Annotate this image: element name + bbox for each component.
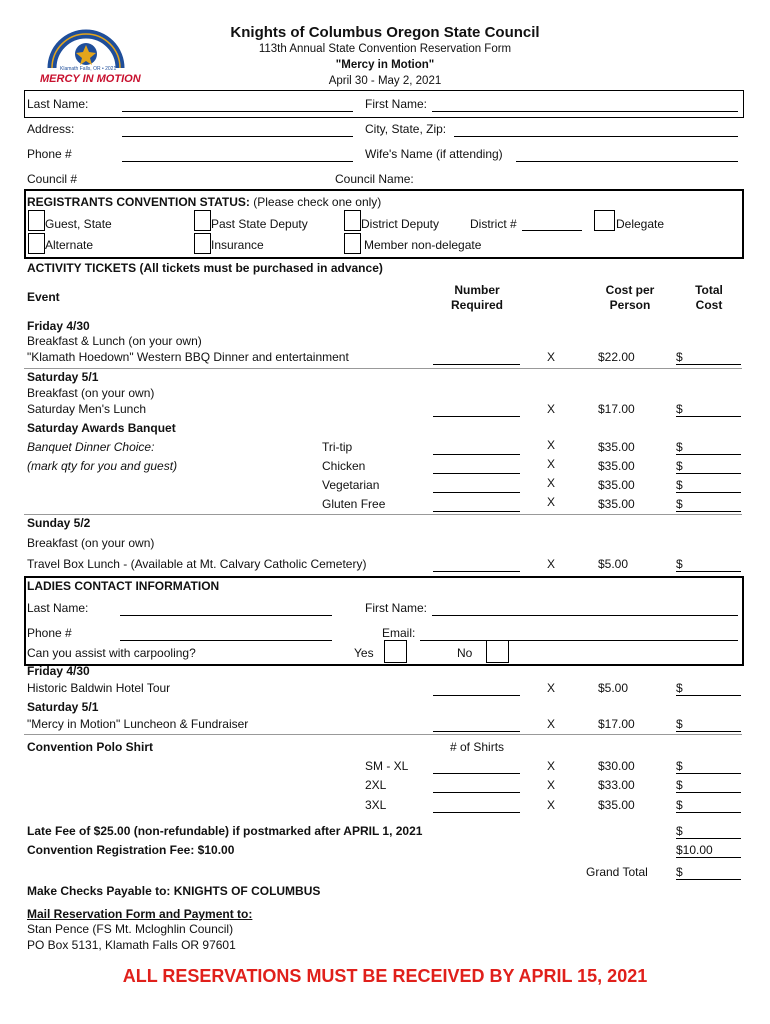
banquet-choice-label: Banquet Dinner Choice: <box>27 440 155 454</box>
mult-sign: X <box>547 495 556 509</box>
delegate-checkbox[interactable] <box>594 210 615 231</box>
delegate-label: Delegate <box>616 217 665 231</box>
saturday-lunch: Saturday Men's Lunch <box>27 402 147 416</box>
carpool-question: Can you assist with carpooling? <box>27 646 196 660</box>
dollar-sign: $ <box>676 798 683 812</box>
carpool-no-checkbox[interactable] <box>486 640 509 663</box>
ladies-heading: LADIES CONTACT INFORMATION <box>27 579 220 593</box>
mult-sign: X <box>547 402 556 416</box>
ladies-email-field[interactable] <box>420 640 738 641</box>
polo-total[interactable] <box>676 792 741 793</box>
status-heading-label: REGISTRANTS CONVENTION STATUS: <box>27 195 250 209</box>
mail-address-line-1: Stan Pence (FS Mt. Mcloghlin Council) <box>27 922 234 936</box>
registration-fee-text: Convention Registration Fee: $10.00 <box>27 843 235 857</box>
council-name-label: Council Name: <box>335 172 414 186</box>
mult-sign: X <box>547 798 556 812</box>
mail-heading: Mail Reservation Form and Payment to: <box>27 907 253 921</box>
friday-dinner-total[interactable] <box>676 364 741 365</box>
divider <box>24 368 742 369</box>
mult-sign: X <box>547 759 556 773</box>
district-number-field[interactable] <box>522 230 582 231</box>
dollar-sign: $ <box>676 459 683 473</box>
dollar-sign: $ <box>676 350 683 364</box>
member-non-delegate-label: Member non-delegate <box>364 238 482 252</box>
dollar-sign: $ <box>676 681 683 695</box>
first-name-field[interactable] <box>432 111 738 112</box>
checks-payable: Make Checks Payable to: KNIGHTS OF COLUMBUS <box>27 884 321 898</box>
luncheon-price: $17.00 <box>598 717 635 731</box>
past-state-deputy-checkbox[interactable] <box>194 210 211 231</box>
col-total-header-1: Total <box>695 283 723 297</box>
form-subtitle: 113th Annual State Convention Reservation Form <box>258 43 512 55</box>
col-cost-header-1: Cost per <box>605 283 655 297</box>
ladies-phone-field[interactable] <box>120 640 332 641</box>
polo-size: 2XL <box>365 778 387 792</box>
council-number-label: Council # <box>27 172 78 186</box>
polo-total[interactable] <box>676 812 741 813</box>
divider <box>24 514 742 515</box>
status-heading-note: (Please check one only) <box>249 195 382 209</box>
mult-sign: X <box>547 350 556 364</box>
late-fee-total[interactable] <box>676 838 741 839</box>
ladies-friday-heading: Friday 4/30 <box>27 664 90 678</box>
ladies-saturday-heading: Saturday 5/1 <box>27 700 99 714</box>
wife-name-field[interactable] <box>516 161 738 162</box>
form-dates: April 30 - May 2, 2021 <box>328 75 442 87</box>
banquet-option-qty[interactable] <box>433 473 520 474</box>
sunday-breakfast: Breakfast (on your own) <box>27 536 155 550</box>
banquet-option-total[interactable] <box>676 473 741 474</box>
banquet-option-total[interactable] <box>676 454 741 455</box>
ladies-first-name-field[interactable] <box>432 615 738 616</box>
wife-name-label: Wife's Name (if attending) <box>365 147 503 161</box>
banquet-option-price: $35.00 <box>598 497 635 511</box>
friday-dinner-qty[interactable] <box>433 364 520 365</box>
sunday-heading: Sunday 5/2 <box>27 516 91 530</box>
dollar-sign: $ <box>676 717 683 731</box>
banquet-option-name: Chicken <box>322 459 366 473</box>
polo-size: 3XL <box>365 798 387 812</box>
luncheon-total[interactable] <box>676 731 741 732</box>
carpool-yes-checkbox[interactable] <box>384 640 407 663</box>
phone-field[interactable] <box>122 161 353 162</box>
col-number-header-2: Required <box>450 298 503 312</box>
district-number-label: District # <box>470 217 517 231</box>
polo-price: $35.00 <box>598 798 635 812</box>
first-name-label: First Name: <box>365 97 428 111</box>
mult-sign: X <box>547 681 556 695</box>
polo-qty[interactable] <box>433 812 520 813</box>
logo-tagline: MERCY IN MOTION <box>40 73 141 85</box>
hotel-tour-total[interactable] <box>676 695 741 696</box>
mult-sign: X <box>547 438 556 452</box>
mult-sign: X <box>547 717 556 731</box>
member-non-delegate-checkbox[interactable] <box>344 233 361 254</box>
phone-label: Phone # <box>27 147 72 161</box>
dollar-sign: $ <box>676 824 683 838</box>
saturday-breakfast: Breakfast (on your own) <box>27 386 155 400</box>
dollar-sign: $ <box>676 778 683 792</box>
alternate-label: Alternate <box>45 238 94 252</box>
form-title: Knights of Columbus Oregon State Council <box>230 24 540 41</box>
dollar-sign: $ <box>676 478 683 492</box>
ladies-last-name-label: Last Name: <box>27 601 89 615</box>
ladies-last-name-field[interactable] <box>120 615 332 616</box>
past-state-deputy-label: Past State Deputy <box>211 217 308 231</box>
city-state-zip-label: City, State, Zip: <box>365 122 447 136</box>
mail-address-line-2: PO Box 5131, Klamath Falls OR 97601 <box>27 938 236 952</box>
mult-sign: X <box>547 557 556 571</box>
dollar-sign: $ <box>676 557 683 571</box>
district-deputy-checkbox[interactable] <box>344 210 361 231</box>
registration-fee-amount: $10.00 <box>676 843 713 857</box>
guest-state-label: Guest, State <box>45 217 112 231</box>
status-heading <box>27 195 381 209</box>
friday-breakfast: Breakfast & Lunch (on your own) <box>27 334 202 348</box>
polo-heading: Convention Polo Shirt <box>27 740 153 754</box>
insurance-checkbox[interactable] <box>194 233 211 254</box>
address-field[interactable] <box>122 136 353 137</box>
last-name-label: Last Name: <box>27 97 89 111</box>
ladies-luncheon: "Mercy in Motion" Luncheon & Fundraiser <box>27 717 249 731</box>
ladies-email-label: Email: <box>382 626 416 640</box>
col-event-header: Event <box>27 290 60 304</box>
hotel-tour-qty[interactable] <box>433 695 520 696</box>
saturday-lunch-qty[interactable] <box>433 416 520 417</box>
saturday-heading: Saturday 5/1 <box>27 370 99 384</box>
polo-price: $30.00 <box>598 759 635 773</box>
deadline-notice: ALL RESERVATIONS MUST BE RECEIVED BY APRIL 15, 2021 <box>122 966 648 986</box>
banquet-option-name: Gluten Free <box>322 497 386 511</box>
logo-small-text: Klamath Falls, OR • 2021 <box>60 66 117 72</box>
polo-total[interactable] <box>676 773 741 774</box>
mult-sign: X <box>547 778 556 792</box>
banquet-option-qty[interactable] <box>433 454 520 455</box>
polo-shirts-col: # of Shirts <box>450 740 505 754</box>
carpool-no-label: No <box>457 646 473 660</box>
alternate-checkbox[interactable] <box>28 233 45 254</box>
banquet-option-price: $35.00 <box>598 440 635 454</box>
sunday-box-lunch: Travel Box Lunch - (Available at Mt. Calvary Catholic Cemetery) <box>27 557 367 571</box>
ladies-hotel-tour: Historic Baldwin Hotel Tour <box>27 681 171 695</box>
mult-sign: X <box>547 476 556 490</box>
registration-fee-line <box>676 857 741 858</box>
saturday-lunch-total[interactable] <box>676 416 741 417</box>
dollar-sign: $ <box>676 402 683 416</box>
sunday-box-lunch-price: $5.00 <box>598 557 629 571</box>
mult-sign: X <box>547 457 556 471</box>
grand-total-label: Grand Total <box>586 865 648 879</box>
dollar-sign: $ <box>676 497 683 511</box>
banquet-option-name: Vegetarian <box>322 478 380 492</box>
guest-state-checkbox[interactable] <box>28 210 45 231</box>
saturday-lunch-price: $17.00 <box>598 402 635 416</box>
dollar-sign: $ <box>676 440 683 454</box>
last-name-field[interactable] <box>122 111 353 112</box>
address-label: Address: <box>27 122 75 136</box>
banquet-option-qty[interactable] <box>433 511 520 512</box>
polo-price: $33.00 <box>598 778 635 792</box>
banquet-heading: Saturday Awards Banquet <box>27 421 176 435</box>
insurance-label: Insurance <box>211 238 264 252</box>
late-fee-text: Late Fee of $25.00 (non-refundable) if postmarked after APRIL 1, 2021 <box>27 824 423 838</box>
banquet-option-qty[interactable] <box>433 492 520 493</box>
banquet-note: (mark qty for you and guest) <box>27 459 178 473</box>
col-number-header-1: Number <box>454 283 500 297</box>
carpool-yes-label: Yes <box>354 646 374 660</box>
luncheon-qty[interactable] <box>433 731 520 732</box>
banquet-option-price: $35.00 <box>598 478 635 492</box>
hotel-tour-price: $5.00 <box>598 681 629 695</box>
sunday-box-lunch-qty[interactable] <box>433 571 520 572</box>
friday-dinner-price: $22.00 <box>598 350 635 364</box>
district-deputy-label: District Deputy <box>361 217 440 231</box>
col-cost-header-2: Person <box>609 298 651 312</box>
tickets-heading: ACTIVITY TICKETS (All tickets must be purchased in advance) <box>27 261 383 275</box>
dollar-sign: $ <box>676 865 683 879</box>
banquet-option-price: $35.00 <box>598 459 635 473</box>
polo-qty[interactable] <box>433 792 520 793</box>
banquet-option-total[interactable] <box>676 511 741 512</box>
sunday-box-lunch-total[interactable] <box>676 571 741 572</box>
banquet-option-name: Tri-tip <box>322 440 353 454</box>
polo-size: SM - XL <box>365 759 409 773</box>
friday-heading: Friday 4/30 <box>27 319 90 333</box>
grand-total-field[interactable] <box>676 879 741 880</box>
polo-qty[interactable] <box>433 773 520 774</box>
banquet-option-total[interactable] <box>676 492 741 493</box>
city-state-zip-field[interactable] <box>454 136 738 137</box>
form-theme: "Mercy in Motion" <box>335 59 435 71</box>
friday-dinner: "Klamath Hoedown" Western BBQ Dinner and entertainment <box>27 350 349 364</box>
ladies-first-name-label: First Name: <box>365 601 428 615</box>
divider <box>24 734 742 735</box>
dollar-sign: $ <box>676 759 683 773</box>
ladies-phone-label: Phone # <box>27 626 72 640</box>
col-total-header-2: Cost <box>695 298 723 312</box>
